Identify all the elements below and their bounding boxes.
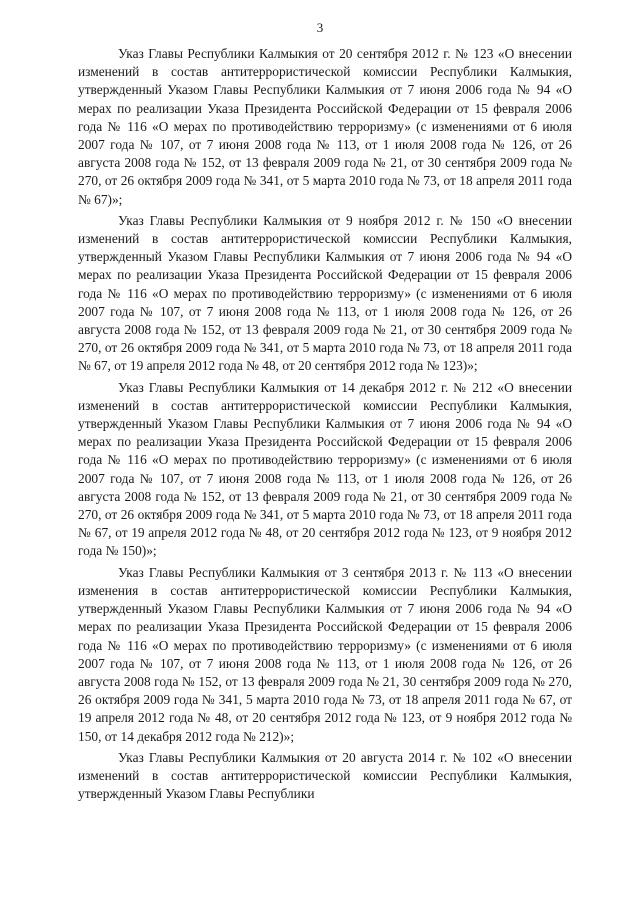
- document-body: [78, 45, 572, 806]
- paragraph-decree-212: Указ Главы Республики Калмыкия от 14 декабря 2012 г. № 212 «О внесении изменений в состав антитеррористической комиссии Республики Калмыкия, утвержденный Указом Главы Республики Калмыкия от 7 июня 2006 года № 94 «О мерах по реализации Указа Президента Российской Федерации от 15 февраля 2006 года № 116 «О мерах по противодействию терроризму» (с изменениями от 6 июля 2007 года № 107, от 7 июня 2008 года № 113, от 1 июля 2008 года № 126, от 26 августа 2008 года № 152, от 13 февраля 2009 года № 21, от 30 сентября 2009 года № 270, от 26 октября 2009 года № 341, от 5 марта 2010 года № 73, от 18 апреля 2011 года № 67, от 19 апреля 2012 года № 48, от 20 сентября 2012 года № 123, от 9 ноября 2012 года № 150)»;: [78, 379, 572, 559]
- paragraph-decree-113: Указ Главы Республики Калмыкия от 3 сентября 2013 г. № 113 «О внесении изменения в состав антитеррористической комиссии Республики Калмыкия, утвержденный Указом Главы Республики Калмыкия от 7 июня 2006 года № 94 «О мерах по реализации Указа Президента Российской Федерации от 15 февраля 2006 года № 116 «О мерах по противодействию терроризму» (с изменениями от 6 июля 2007 года № 107, от 7 июня 2008 года № 113, от 1 июля 2008 года № 126, от 26 августа 2008 года № 152, от 13 февраля 2009 года № 21, 30 сентября 2009 года № 270, 26 октября 2009 года № 341, 5 марта 2010 года № 73, от 18 апреля 2011 года № 67, от 19 апреля 2012 года № 48, от 20 сентября 2012 года № 123, от 9 ноября 2012 года № 150, от 14 декабря 2012 года № 212)»;: [78, 564, 572, 744]
- paragraph-decree-150: Указ Главы Республики Калмыкия от 9 ноября 2012 г. № 150 «О внесении изменений в состав антитеррористической комиссии Республики Калмыкия, утвержденный Указом Главы Республики Калмыкия от 7 июня 2006 года № 94 «О мерах по реализации Указа Президента Российской Федерации от 15 февраля 2006 года № 116 «О мерах по противодействию терроризму» (с изменениями от 6 июля 2007 года № 107, от 7 июня 2008 года № 113, от 1 июля 2008 года № 126, от 26 августа 2008 года № 152, от 13 февраля 2009 года № 21, от 30 сентября 2009 года № 270, от 26 октября 2009 года № 341, от 5 марта 2010 года № 73, от 18 апреля 2011 года № 67, от 19 апреля 2012 года № 48, от 20 сентября 2012 года № 123)»;: [78, 212, 572, 374]
- page-number: 3: [316, 20, 324, 35]
- paragraph-decree-102: Указ Главы Республики Калмыкия от 20 августа 2014 г. № 102 «О внесении изменений в состав антитеррористической комиссии Республики Калмыкия, утвержденный Указом Главы Республики: [78, 749, 572, 802]
- paragraph-decree-123: Указ Главы Республики Калмыкия от 20 сентября 2012 г. № 123 «О внесении изменений в состав антитеррористической комиссии Республики Калмыкия, утвержденный Указом Главы Республики Калмыкия от 7 июня 2006 года № 94 «О мерах по реализации Указа Президента Российской Федерации от 15 февраля 2006 года № 116 «О мерах по противодействию терроризму» (с изменениями от 6 июля 2007 года № 107, от 7 июня 2008 года № 113, от 1 июля 2008 года № 126, от 26 августа 2008 года № 152, от 13 февраля 2009 года № 21, от 30 сентября 2009 года № 270, от 26 октября 2009 года № 341, от 5 марта 2010 года № 73, от 18 апреля 2011 года № 67)»;: [78, 46, 572, 207]
